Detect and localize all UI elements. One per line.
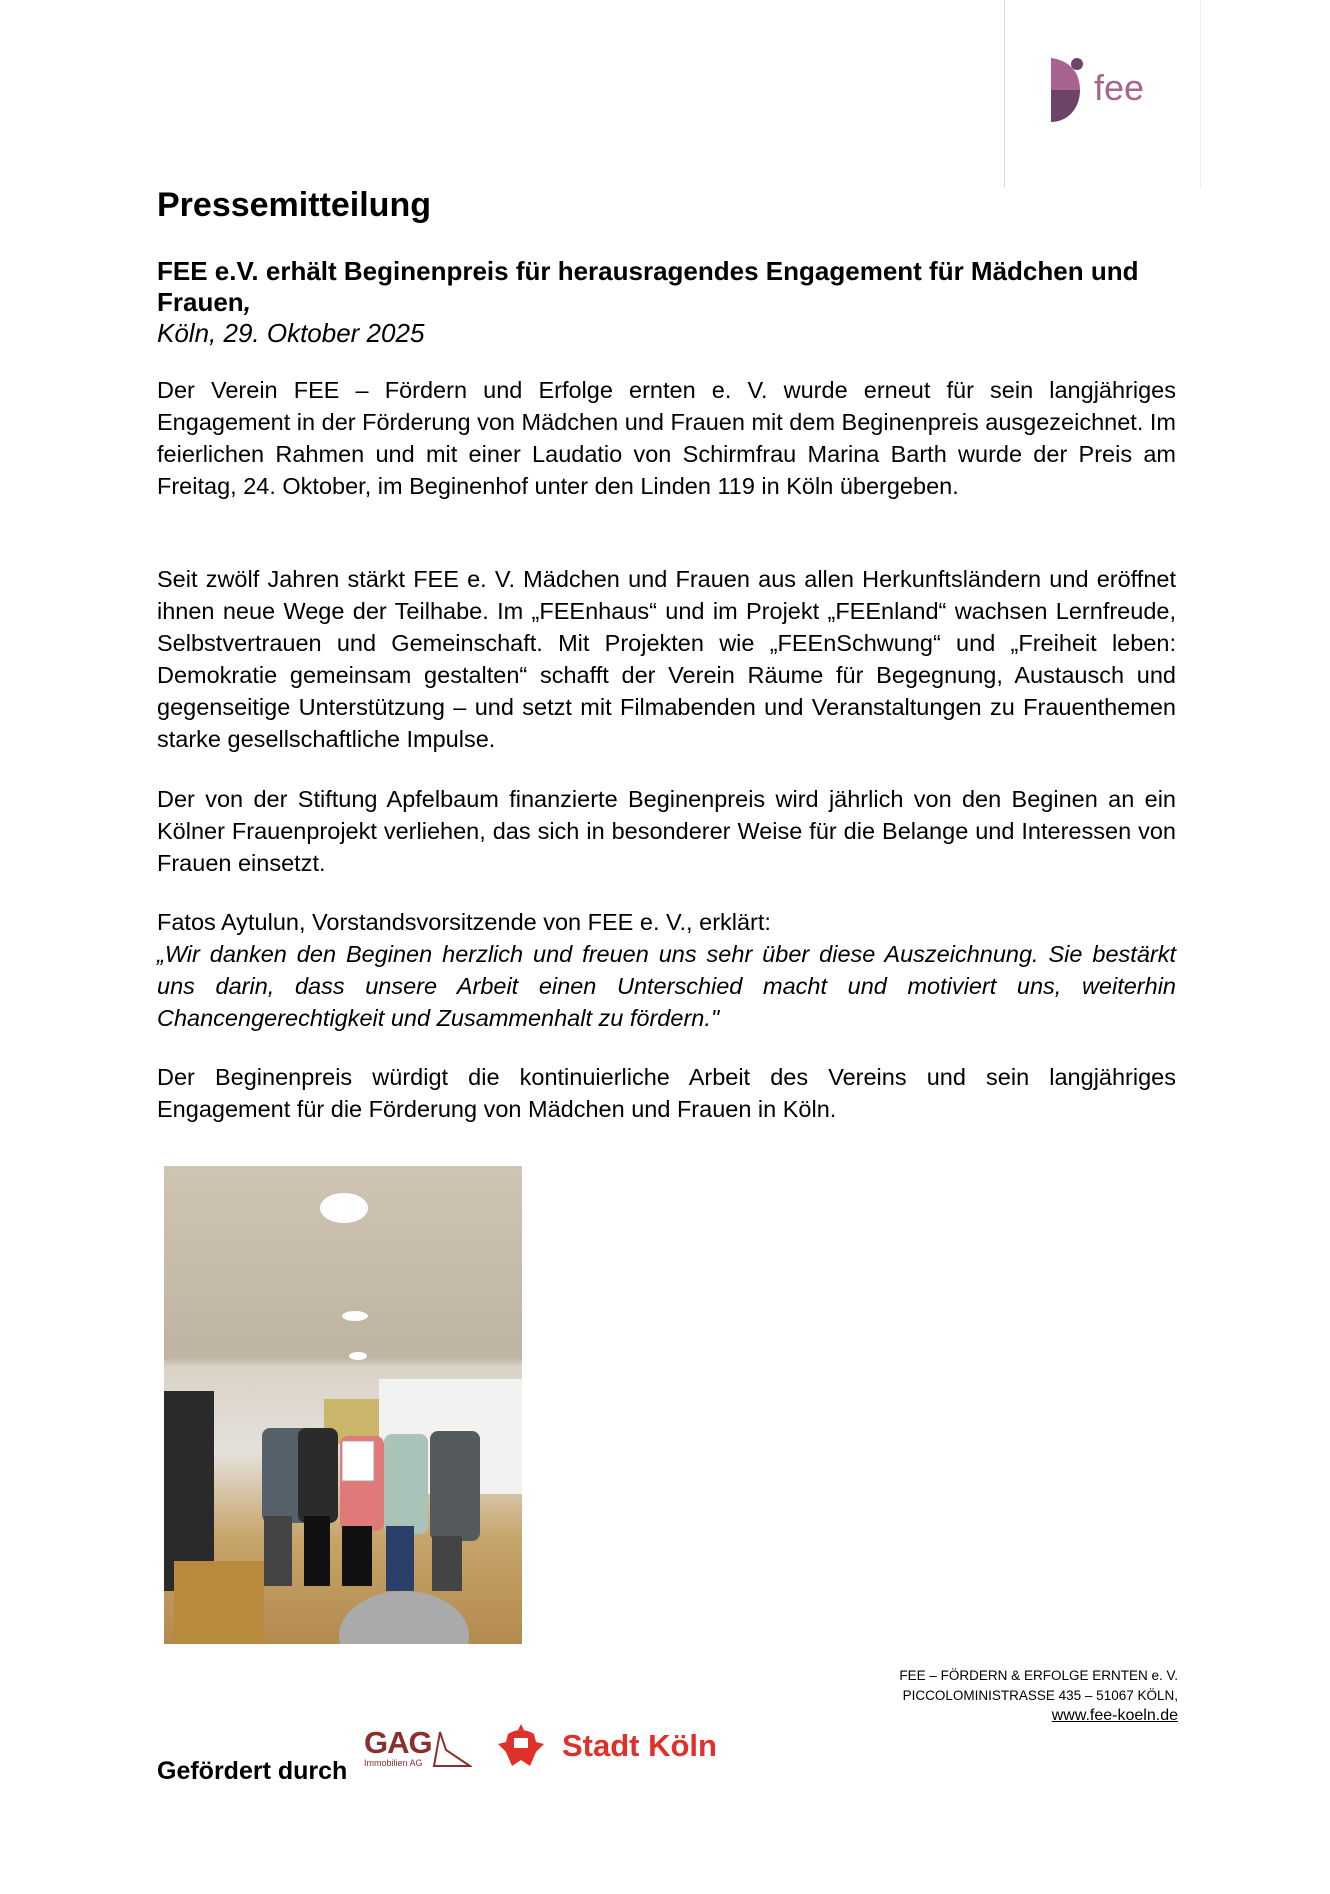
award-ceremony-photo [164, 1166, 522, 1644]
website-link[interactable]: www.fee-koeln.de [1051, 1707, 1178, 1724]
logo-text: fee [1094, 67, 1145, 108]
dateline: Köln, 29. Oktober 2025 [157, 318, 425, 348]
quote-block [157, 906, 1176, 1034]
stadt-koeln-logo [496, 1722, 717, 1770]
headline [157, 256, 1182, 318]
paragraph-1: Der Verein FEE – Fördern und Erfolge ernten e. V. wurde erneut für sein langjähriges Engagement in der Förderung von Mädchen und Frauen mit dem Beginenpreis ausgezeichnet. Im feierlichen Rahmen und mit einer Laudatio von Schirmfrau Marina Barth wurde der Preis am Freitag, 24. Oktober, im Beginenhof unter den Linden 119 in Köln übergeben. [157, 377, 1176, 499]
gag-logo [364, 1725, 432, 1768]
paragraph-2: Seit zwölf Jahren stärkt FEE e. V. Mädchen und Frauen aus allen Herkunftsländern und eröffnet ihnen neue Wege der Teilhabe. Im „FEEnhaus“ und im Projekt „FEEnland“ wachsen Lernfreude, Selbstvertrauen und Gemeinschaft. Mit Projekten wie „FEEnSchwung“ und „Freiheit leben: Demokratie gemeinsam gestalten“ schafft der Verein Räume für Begegnung, Austausch und gegenseitige Unterstützung – und setzt mit Filmabenden und Veranstaltungen zu Frauenthemen starke gesellschaftliche Impulse. [157, 566, 1176, 752]
footer-org: FEE – FÖRDERN & ERFOLGE ERNTEN e. V. [899, 1668, 1178, 1683]
cathedral-icon [432, 1730, 472, 1768]
quote-text: „Wir danken den Beginen herzlich und freuen uns sehr über diese Auszeichnung. Sie bestärkt uns darin, dass unsere Arbeit einen Unterschied macht und motiviert uns, weiterhin Chancengerechtigkeit und Zusammenhalt zu fördern." [157, 941, 1176, 1031]
quote-intro: Fatos Aytulun, Vorstandsvorsitzende von FEE e. V., erklärt: [157, 909, 771, 935]
header-divider-right [1200, 0, 1201, 188]
gag-name: GAG [364, 1725, 432, 1760]
stadt-koeln-name: Stadt Köln [562, 1728, 717, 1763]
header-divider-left [1004, 0, 1005, 188]
butterfly-icon [1048, 56, 1168, 126]
paragraph-3: Der von der Stiftung Apfelbaum finanzierte Beginenpreis wird jährlich von den Beginen an ein Kölner Frauenprojekt verliehen, das sich in besonderer Weise für die Belange und Interessen von Frauen einsetzt. [157, 786, 1176, 876]
fee-logo [1048, 56, 1168, 131]
coat-of-arms-icon [496, 1722, 546, 1770]
gag-subtitle: Immobilien AG [364, 1758, 423, 1768]
footer-address [899, 1666, 1178, 1726]
headline-text: FEE e.V. erhält Beginenpreis für herausragendes Engagement für Mädchen und Frauen [157, 256, 1139, 317]
footer-street: PICCOLOMINISTRASSE 435 – 51067 KÖLN, [902, 1688, 1178, 1703]
headline-comma: , [243, 287, 251, 317]
closing-paragraph: Der Beginenpreis würdigt die kontinuierliche Arbeit des Vereins und sein langjähriges Engagement für die Förderung von Mädchen und Frauen in Köln. [157, 1064, 1176, 1122]
funded-by-label: Gefördert durch [157, 1757, 348, 1785]
page-title: Pressemitteilung [157, 186, 431, 224]
